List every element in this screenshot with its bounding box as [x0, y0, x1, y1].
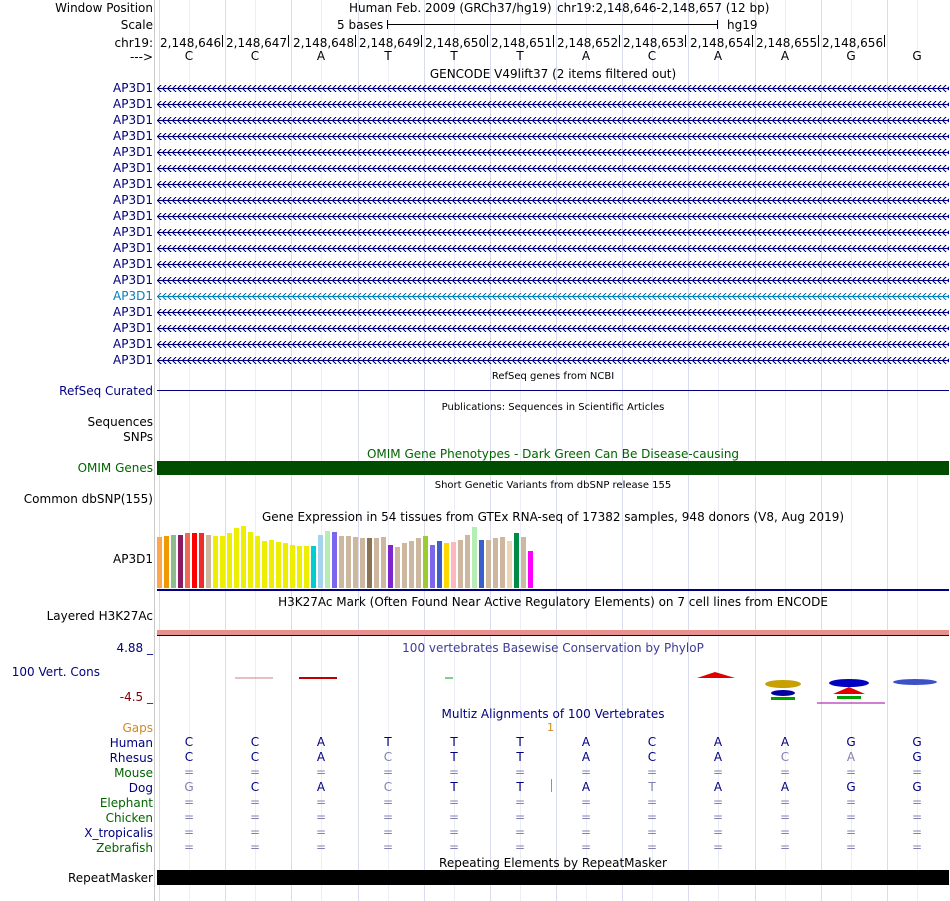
- aligned-base: =: [315, 825, 327, 839]
- aligned-base: =: [183, 795, 195, 809]
- aligned-base: =: [845, 840, 857, 854]
- aligned-base: =: [183, 810, 195, 824]
- aligned-base: A: [713, 735, 723, 749]
- gtex-tissue-bar[interactable]: [325, 531, 330, 588]
- aligned-base: =: [580, 765, 592, 779]
- aligned-base: G: [912, 735, 922, 749]
- aligned-base: =: [315, 810, 327, 824]
- aligned-base: T: [384, 735, 392, 749]
- gtex-tissue-bar[interactable]: [353, 537, 358, 588]
- aligned-base: =: [845, 765, 857, 779]
- phylop-track-title: 100 vertebrates Basewise Conservation by PhyloP: [402, 641, 704, 655]
- gaps-label[interactable]: Gaps: [122, 721, 153, 735]
- aligned-base: T: [516, 735, 524, 749]
- aligned-base: =: [183, 765, 195, 779]
- scale-label[interactable]: Scale: [120, 18, 153, 32]
- aligned-base: A: [581, 735, 591, 749]
- gtex-tissue-bar[interactable]: [227, 533, 232, 588]
- gtex-tissue-bar[interactable]: [290, 545, 295, 588]
- multiz-track-title: Multiz Alignments of 100 Vertebrates: [441, 707, 665, 721]
- aligned-base: G: [912, 780, 922, 794]
- aligned-base: =: [580, 795, 592, 809]
- gtex-tissue-bar[interactable]: [185, 533, 190, 588]
- reference-base: A: [316, 49, 326, 63]
- aligned-base: =: [911, 810, 923, 824]
- aligned-base: G: [846, 735, 856, 749]
- cons-min-label: -4.5 _: [119, 690, 153, 704]
- aligned-base: T: [516, 780, 524, 794]
- ruler-tick-label: 2,148,647: [226, 36, 288, 50]
- label-column-divider: [154, 0, 155, 901]
- aligned-base: =: [646, 840, 658, 854]
- ruler-tick-label: 2,148,648: [293, 36, 355, 50]
- cons-track-label[interactable]: 100 Vert. Cons: [11, 665, 100, 679]
- ruler-tick-label: 2,148,656: [822, 36, 884, 50]
- strand-arrows-icon: [157, 264, 949, 268]
- gencode-transcript-label[interactable]: AP3D1: [113, 353, 153, 367]
- species-label[interactable]: Zebrafish: [96, 841, 153, 855]
- aligned-base: =: [712, 825, 724, 839]
- gtex-tissue-bar[interactable]: [199, 533, 204, 588]
- gtex-tissue-bar[interactable]: [220, 536, 225, 588]
- repeatmasker-track-title: Repeating Elements by RepeatMasker: [439, 856, 667, 870]
- aligned-base: =: [911, 765, 923, 779]
- aligned-base: =: [315, 840, 327, 854]
- gencode-transcript-label[interactable]: AP3D1: [113, 81, 153, 95]
- gencode-transcript[interactable]: [157, 116, 949, 125]
- gtex-tissue-bar[interactable]: [486, 540, 491, 588]
- reference-base: T: [516, 49, 524, 63]
- gtex-tissue-bar[interactable]: [213, 536, 218, 588]
- gencode-transcript[interactable]: [157, 276, 949, 285]
- reference-base: C: [184, 49, 194, 63]
- gtex-tissue-bar[interactable]: [255, 536, 260, 588]
- strand-arrows-icon: [157, 344, 949, 348]
- ruler-tick-label: 2,148,654: [690, 36, 752, 50]
- gtex-tissue-bar[interactable]: [178, 535, 183, 588]
- gencode-transcript[interactable]: [157, 100, 949, 109]
- aligned-base: C: [383, 750, 393, 764]
- gencode-transcript-label[interactable]: AP3D1: [113, 289, 153, 303]
- strand-arrows-icon: [157, 312, 949, 316]
- species-label[interactable]: Rhesus: [109, 751, 153, 765]
- aligned-base: =: [249, 840, 261, 854]
- aligned-base: =: [646, 810, 658, 824]
- ruler-tick: [355, 35, 356, 47]
- aligned-base: A: [581, 750, 591, 764]
- gtex-tissue-bar[interactable]: [381, 537, 386, 588]
- refseq-track-title: RefSeq genes from NCBI: [491, 371, 615, 382]
- aligned-base: =: [646, 795, 658, 809]
- aligned-base: =: [580, 840, 592, 854]
- aligned-base: =: [183, 825, 195, 839]
- aligned-base: =: [448, 840, 460, 854]
- ruler-tick: [818, 35, 819, 47]
- gtex-tissue-bar[interactable]: [206, 535, 211, 588]
- aligned-base: =: [315, 795, 327, 809]
- aligned-base: C: [647, 750, 657, 764]
- gtex-tissue-bar[interactable]: [276, 542, 281, 588]
- aligned-base: =: [646, 825, 658, 839]
- gencode-transcript-label[interactable]: AP3D1: [113, 97, 153, 111]
- repeatmasker-track-label[interactable]: RepeatMasker: [67, 871, 153, 885]
- gtex-tissue-bar[interactable]: [192, 533, 197, 588]
- gtex-tissue-bar[interactable]: [514, 533, 519, 588]
- gtex-gene-label[interactable]: AP3D1: [113, 552, 153, 566]
- gtex-track-title: Gene Expression in 54 tissues from GTEx RNA-seq of 17382 samples, 948 donors (V8, Aug 2019): [261, 510, 845, 524]
- strand-arrows-icon: [157, 104, 949, 108]
- gtex-tissue-bar[interactable]: [367, 538, 372, 588]
- dog-gap-marker: [551, 779, 552, 792]
- aligned-base: =: [249, 825, 261, 839]
- gencode-transcript[interactable]: [157, 324, 949, 333]
- gencode-transcript-label[interactable]: AP3D1: [113, 273, 153, 287]
- gtex-tissue-bar[interactable]: [388, 545, 393, 588]
- aligned-base: =: [315, 765, 327, 779]
- species-label[interactable]: Elephant: [99, 796, 153, 810]
- scale-db: hg19: [727, 18, 758, 32]
- aligned-base: =: [382, 840, 394, 854]
- gtex-tissue-bar[interactable]: [248, 532, 253, 588]
- cons-logo-g3: [893, 679, 937, 685]
- gtex-tissue-bar[interactable]: [339, 536, 344, 588]
- gaps-count: 1: [547, 721, 554, 734]
- aligned-base: =: [183, 840, 195, 854]
- cons-logo-a: [697, 672, 735, 678]
- aligned-base: T: [450, 780, 458, 794]
- ruler-tick: [685, 35, 686, 47]
- aligned-base: C: [250, 780, 260, 794]
- gtex-tissue-bar[interactable]: [234, 528, 239, 588]
- aligned-base: C: [647, 735, 657, 749]
- strand-arrows-icon: [157, 168, 949, 172]
- gtex-gene-line: [157, 589, 949, 591]
- aligned-base: =: [448, 825, 460, 839]
- strand-arrows-icon: [157, 136, 949, 140]
- aligned-base: G: [184, 780, 194, 794]
- gencode-transcript-label[interactable]: AP3D1: [113, 209, 153, 223]
- strand-arrows-icon: [157, 232, 949, 236]
- refseq-gene-line[interactable]: [157, 390, 949, 391]
- gtex-tissue-bar[interactable]: [437, 541, 442, 588]
- aligned-base: =: [514, 810, 526, 824]
- aligned-base: =: [779, 825, 791, 839]
- gtex-tissue-bar[interactable]: [374, 538, 379, 588]
- ruler-tick: [421, 35, 422, 47]
- strand-arrows-icon: [157, 328, 949, 332]
- aligned-base: =: [382, 810, 394, 824]
- gtex-tissue-bar[interactable]: [346, 536, 351, 588]
- reference-base: T: [384, 49, 392, 63]
- gtex-tissue-bar[interactable]: [500, 537, 505, 588]
- aligned-base: A: [581, 780, 591, 794]
- gtex-tissue-bar[interactable]: [479, 540, 484, 588]
- gtex-tissue-bar[interactable]: [458, 540, 463, 588]
- aligned-base: A: [316, 750, 326, 764]
- aligned-base: =: [911, 840, 923, 854]
- reference-base: A: [713, 49, 723, 63]
- gtex-tissue-bar[interactable]: [402, 543, 407, 588]
- reference-base: C: [250, 49, 260, 63]
- reference-base: A: [780, 49, 790, 63]
- gencode-transcript[interactable]: [157, 148, 949, 157]
- gtex-tissue-bar[interactable]: [360, 538, 365, 588]
- omim-track-label[interactable]: OMIM Genes: [77, 461, 153, 475]
- gtex-tissue-bar[interactable]: [465, 535, 470, 588]
- strand-arrows-icon: [157, 296, 949, 300]
- species-label[interactable]: Human: [109, 736, 153, 750]
- gencode-transcript[interactable]: [157, 132, 949, 141]
- strand-arrows-icon: [157, 120, 949, 124]
- repeatmasker-bar[interactable]: [157, 870, 949, 885]
- sequences-track-label[interactable]: Sequences: [87, 415, 153, 429]
- aligned-base: C: [250, 750, 260, 764]
- aligned-base: T: [450, 750, 458, 764]
- gencode-transcript[interactable]: [157, 308, 949, 317]
- aligned-base: C: [250, 735, 260, 749]
- cons-logo-a2: [833, 687, 865, 694]
- aligned-base: A: [713, 750, 723, 764]
- strand-arrows-icon: [157, 280, 949, 284]
- dbsnp-track-title: Short Genetic Variants from dbSNP release 155: [434, 480, 672, 491]
- gencode-transcript-label[interactable]: AP3D1: [113, 129, 153, 143]
- aligned-base: =: [845, 825, 857, 839]
- aligned-base: =: [249, 765, 261, 779]
- ruler-tick: [487, 35, 488, 47]
- scale-text: 5 bases: [337, 18, 384, 32]
- gencode-transcript[interactable]: [157, 292, 949, 301]
- omim-gene-bar[interactable]: [157, 461, 949, 475]
- aligned-base: C: [184, 750, 194, 764]
- gencode-transcript[interactable]: [157, 356, 949, 365]
- aligned-base: =: [911, 795, 923, 809]
- refseq-track-label[interactable]: RefSeq Curated: [59, 384, 153, 398]
- aligned-base: A: [713, 780, 723, 794]
- gencode-transcript[interactable]: [157, 164, 949, 173]
- aligned-base: C: [780, 750, 790, 764]
- aligned-base: =: [779, 840, 791, 854]
- omim-track-title: OMIM Gene Phenotypes - Dark Green Can Be Disease-causing: [366, 447, 740, 461]
- gtex-tissue-bar[interactable]: [171, 535, 176, 588]
- h3k27ac-track-label[interactable]: Layered H3K27Ac: [46, 609, 153, 623]
- ruler-tick: [752, 35, 753, 47]
- aligned-base: C: [383, 780, 393, 794]
- aligned-base: T: [516, 750, 524, 764]
- gtex-tissue-bar[interactable]: [297, 546, 302, 588]
- ruler-tick-label: 2,148,655: [756, 36, 818, 50]
- aligned-base: A: [780, 735, 790, 749]
- aligned-base: =: [646, 765, 658, 779]
- aligned-base: =: [779, 765, 791, 779]
- ruler-tick-label: 2,148,650: [425, 36, 487, 50]
- gencode-transcript[interactable]: [157, 340, 949, 349]
- ruler-tick-label: 2,148,652: [557, 36, 619, 50]
- gencode-transcript-label[interactable]: AP3D1: [113, 305, 153, 319]
- strand-label[interactable]: --->: [129, 50, 153, 64]
- gencode-transcript-label[interactable]: AP3D1: [113, 113, 153, 127]
- dbsnp-track-label[interactable]: Common dbSNP(155): [23, 492, 153, 506]
- strand-arrows-icon: [157, 88, 949, 92]
- aligned-base: =: [911, 825, 923, 839]
- aligned-base: =: [382, 825, 394, 839]
- strand-arrows-icon: [157, 152, 949, 156]
- strand-arrows-icon: [157, 184, 949, 188]
- aligned-base: =: [779, 795, 791, 809]
- ruler-tick-label: 2,148,646: [160, 36, 222, 50]
- aligned-base: =: [514, 765, 526, 779]
- gtex-tissue-bar[interactable]: [283, 543, 288, 588]
- gtex-tissue-bar[interactable]: [395, 547, 400, 588]
- gencode-transcript[interactable]: [157, 212, 949, 221]
- gencode-transcript-label[interactable]: AP3D1: [113, 257, 153, 271]
- aligned-base: =: [779, 810, 791, 824]
- gtex-tissue-bar[interactable]: [318, 535, 323, 588]
- aligned-base: A: [316, 735, 326, 749]
- reference-base: A: [581, 49, 591, 63]
- assembly-title: Human Feb. 2009 (GRCh37/hg19): [349, 1, 552, 15]
- gtex-tissue-bar[interactable]: [451, 542, 456, 588]
- ruler-tick-label: 2,148,649: [359, 36, 421, 50]
- aligned-base: A: [316, 780, 326, 794]
- aligned-base: =: [514, 795, 526, 809]
- publications-track-title: Publications: Sequences in Scientific Articles: [441, 402, 665, 413]
- gencode-transcript-label[interactable]: AP3D1: [113, 337, 153, 351]
- aligned-base: A: [780, 780, 790, 794]
- aligned-base: =: [712, 840, 724, 854]
- aligned-base: =: [514, 825, 526, 839]
- gtex-tissue-bar[interactable]: [472, 527, 477, 588]
- ruler-tick: [222, 35, 223, 47]
- scale-bar-right-tick: [717, 20, 718, 29]
- gencode-transcript[interactable]: [157, 196, 949, 205]
- aligned-base: =: [249, 795, 261, 809]
- aligned-base: =: [382, 765, 394, 779]
- gtex-tissue-bar[interactable]: [430, 545, 435, 588]
- aligned-base: =: [845, 795, 857, 809]
- aligned-base: =: [448, 765, 460, 779]
- aligned-base: =: [712, 795, 724, 809]
- gencode-transcript[interactable]: [157, 228, 949, 237]
- cons-logo-t2: [837, 696, 861, 699]
- gtex-tissue-bar[interactable]: [416, 538, 421, 588]
- gtex-tissue-bar[interactable]: [528, 551, 533, 588]
- gencode-transcript[interactable]: [157, 180, 949, 189]
- aligned-base: =: [845, 810, 857, 824]
- strand-arrows-icon: [157, 360, 949, 364]
- cons-logo-g2: [829, 679, 869, 687]
- aligned-base: T: [648, 780, 656, 794]
- ruler-tick: [619, 35, 620, 47]
- gencode-track-title: GENCODE V49lift37 (2 items filtered out): [429, 67, 677, 81]
- h3k27ac-track-title: H3K27Ac Mark (Often Found Near Active Regulatory Elements) on 7 cell lines from ENCODE: [278, 595, 828, 609]
- ruler-tick-label: 2,148,653: [623, 36, 685, 50]
- scale-bar-left-tick: [387, 20, 388, 29]
- ruler-tick: [288, 35, 289, 47]
- reference-base: C: [647, 49, 657, 63]
- gencode-transcript[interactable]: [157, 260, 949, 269]
- cons-max-label: 4.88 _: [116, 641, 153, 655]
- h3k27ac-baseline: [157, 635, 949, 636]
- gtex-tissue-bar[interactable]: [269, 540, 274, 588]
- species-label[interactable]: Chicken: [105, 811, 153, 825]
- aligned-base: A: [846, 750, 856, 764]
- gencode-transcript-label[interactable]: AP3D1: [113, 241, 153, 255]
- gtex-tissue-bar[interactable]: [444, 543, 449, 588]
- scale-bar: [387, 24, 718, 25]
- gencode-transcript-label[interactable]: AP3D1: [113, 145, 153, 159]
- gtex-tissue-bar[interactable]: [332, 532, 337, 588]
- position-readout: chr19:2,148,646-2,148,657 (12 bp): [557, 1, 770, 15]
- aligned-base: =: [580, 810, 592, 824]
- strand-arrows-icon: [157, 248, 949, 252]
- conservation-plot[interactable]: [157, 660, 949, 710]
- gtex-tissue-bar[interactable]: [164, 536, 169, 588]
- ruler-tick: [884, 35, 885, 47]
- reference-base: G: [912, 49, 922, 63]
- cons-logo-t1: [771, 697, 795, 700]
- strand-arrows-icon: [157, 200, 949, 204]
- aligned-base: T: [450, 735, 458, 749]
- window-position-label[interactable]: Window Position: [55, 1, 153, 15]
- species-label[interactable]: Mouse: [114, 766, 153, 780]
- gencode-transcript-label[interactable]: AP3D1: [113, 161, 153, 175]
- aligned-base: =: [712, 765, 724, 779]
- chrom-label[interactable]: chr19:: [114, 36, 153, 50]
- cons-logo-g1: [765, 680, 801, 688]
- gtex-tissue-bar[interactable]: [304, 546, 309, 588]
- gtex-tissue-bar[interactable]: [521, 537, 526, 588]
- aligned-base: =: [580, 825, 592, 839]
- reference-base: G: [846, 49, 856, 63]
- gtex-tissue-bar[interactable]: [241, 526, 246, 588]
- gtex-tissue-bar[interactable]: [423, 536, 428, 588]
- gtex-tissue-bar[interactable]: [311, 546, 316, 588]
- aligned-base: =: [448, 810, 460, 824]
- reference-base: T: [450, 49, 458, 63]
- aligned-base: G: [912, 750, 922, 764]
- gencode-transcript-label[interactable]: AP3D1: [113, 193, 153, 207]
- ruler-tick-label: 2,148,651: [491, 36, 553, 50]
- aligned-base: C: [184, 735, 194, 749]
- aligned-base: =: [382, 795, 394, 809]
- ruler-tick: [553, 35, 554, 47]
- gencode-transcript-label[interactable]: AP3D1: [113, 177, 153, 191]
- aligned-base: =: [712, 810, 724, 824]
- snps-track-label[interactable]: SNPs: [123, 430, 153, 444]
- aligned-base: =: [249, 810, 261, 824]
- cons-logo-c1: [771, 690, 795, 696]
- aligned-base: =: [514, 840, 526, 854]
- gtex-tissue-bar[interactable]: [493, 538, 498, 588]
- gtex-tissue-bar[interactable]: [157, 537, 162, 588]
- aligned-base: G: [846, 780, 856, 794]
- species-label[interactable]: Dog: [128, 781, 153, 795]
- aligned-base: =: [448, 795, 460, 809]
- gencode-transcript-label[interactable]: AP3D1: [113, 321, 153, 335]
- gtex-tissue-bar[interactable]: [507, 541, 512, 588]
- gencode-transcript[interactable]: [157, 244, 949, 253]
- strand-arrows-icon: [157, 216, 949, 220]
- gencode-transcript[interactable]: [157, 84, 949, 93]
- species-label[interactable]: X_tropicalis: [84, 826, 153, 840]
- gtex-tissue-bar[interactable]: [409, 541, 414, 588]
- gtex-tissue-bar[interactable]: [262, 541, 267, 588]
- gencode-transcript-label[interactable]: AP3D1: [113, 225, 153, 239]
